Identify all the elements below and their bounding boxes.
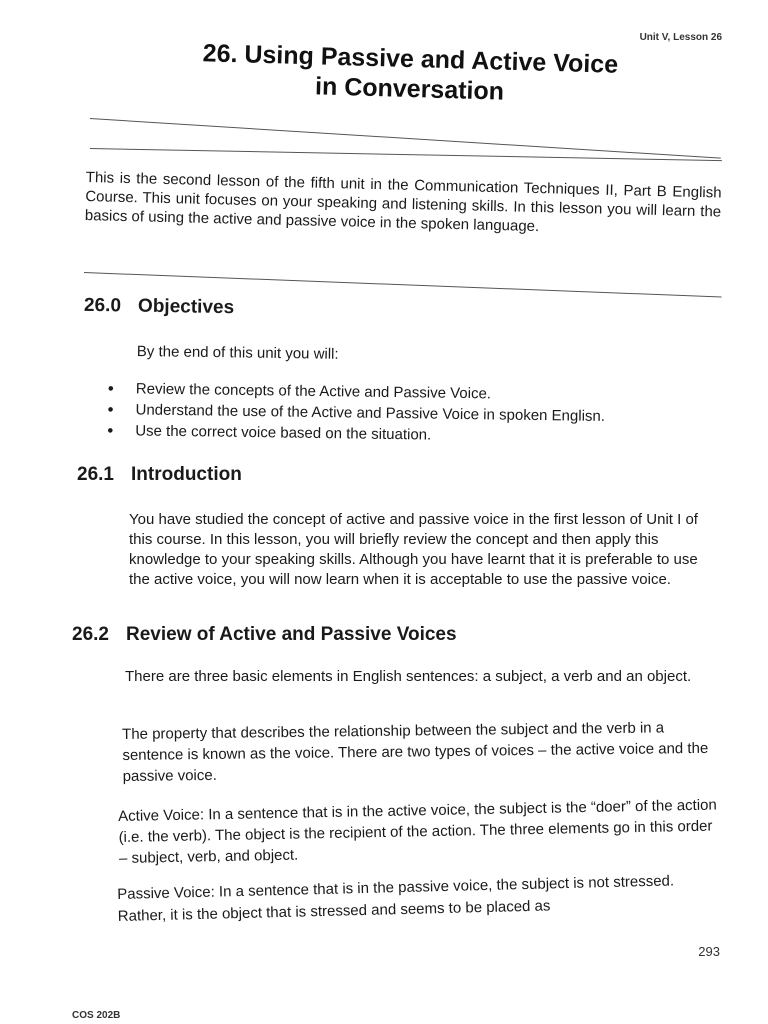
section-title: Introduction xyxy=(131,464,242,485)
section-heading-review xyxy=(72,624,457,646)
divider-line xyxy=(84,272,722,297)
section-heading-introduction xyxy=(77,464,242,486)
list-item: • Use the correct voice based on the situation. xyxy=(105,420,705,449)
introduction-body: You have studied the concept of active and passive voice in the first lesson of Unit I of this course. In this lesson, you will briefly review the concept and then apply this knowledge to your speaking skills. Although you have learnt that it is preferable to use the active voice, you will now learn when it is acceptable to use the passive voice. xyxy=(129,511,698,588)
page-number: 293 xyxy=(698,944,720,959)
review-paragraph-2: The property that describes the relationship between the subject and the verb in a sentence is known as the voice. There are two types of voices – the active voice and the passive voice. xyxy=(122,719,709,785)
section-title: Review of Active and Passive Voices xyxy=(126,624,457,645)
section-heading-objectives xyxy=(84,295,234,319)
course-code: COS 202B xyxy=(72,1010,121,1021)
unit-lesson-label: Unit V, Lesson 26 xyxy=(639,32,722,43)
list-item: • Review the concepts of the Active and Passive Voice. xyxy=(106,378,706,407)
section-number: 26.2 xyxy=(72,624,109,645)
lesson-title-line-2: in Conversation xyxy=(314,72,505,106)
lesson-title xyxy=(149,37,670,111)
lesson-title-line-1: 26. Using Passive and Active Voice xyxy=(202,39,619,79)
review-paragraph-1: There are three basic elements in English sentences: a subject, a verb and an object. xyxy=(125,668,692,685)
objectives-list xyxy=(105,378,706,449)
divider-line xyxy=(90,118,721,159)
divider-line xyxy=(90,148,722,161)
list-item: • Understand the use of the Active and Passive Voice in spoken Englisn. xyxy=(105,399,705,428)
review-paragraph-3: Active Voice: In a sentence that is in the active voice, the subject is the “doer” of the action (i.e. the verb). The object is the recipient of the action. The three elements go in this order – subject, verb, and object. xyxy=(118,796,717,867)
objectives-lead: By the end of this unit you will: xyxy=(136,342,339,363)
review-paragraph-4: Passive Voice: In a sentence that is in the passive voice, the subject is not stressed. Rather, it is the object that is stressed and seems to be placed as xyxy=(117,872,675,925)
section-title: Objectives xyxy=(137,295,235,319)
section-number: 26.0 xyxy=(83,294,122,317)
section-number: 26.1 xyxy=(77,464,114,485)
lesson-intro-text: This is the second lesson of the fifth unit in the Communication Techniques II, Part B English Course. This unit focuses on your speaking and listening skills. In this lesson you will learn the basics of using the active and passive voice in the spoken language. xyxy=(84,168,722,236)
